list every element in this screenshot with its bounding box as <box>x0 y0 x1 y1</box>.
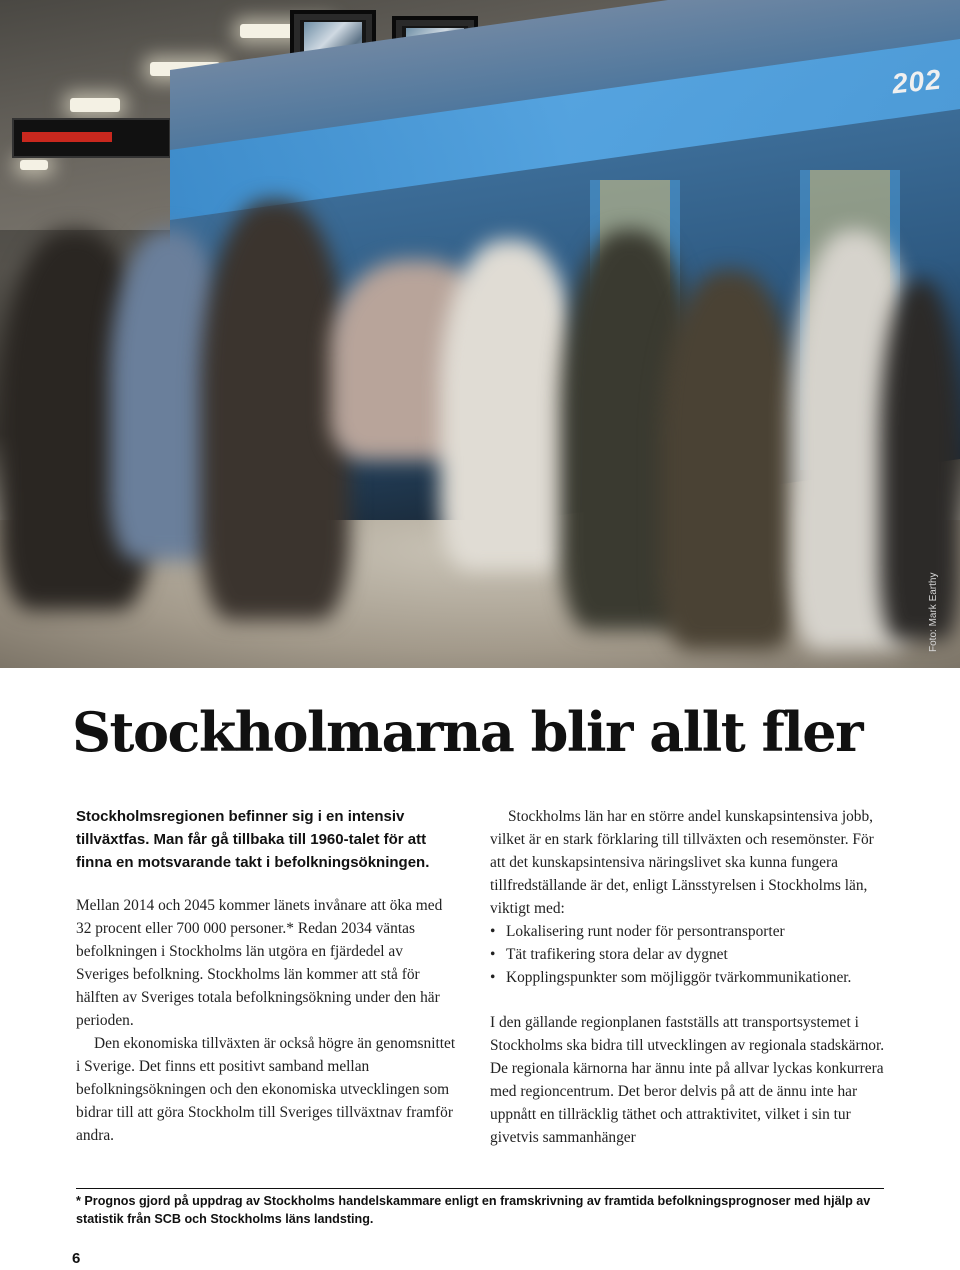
crowd-figure <box>660 270 800 650</box>
body-paragraph: Stockholms län har en större andel kunskapsintensiva jobb, vilket är en stark förklaring till tillväxten och resemönster. För att det kunskapsintensiva näringslivet ska kunna fungera tillfredställande är det, enligt Länsstyrelsen i Stockholms län, viktigt med: <box>490 808 874 917</box>
requirements-list <box>490 920 890 989</box>
body-paragraph: Mellan 2014 och 2045 kommer länets invånare att öka med 32 procent eller 700 000 personer.* Redan 2034 väntas befolkningen i Stockholms län utgöra en fjärdedel av Sveriges befolkning. Stockholms län kommer att stå för hälften av Sveriges totala befolkningsökning under den här perioden. <box>76 897 443 1029</box>
list-item: • Kopplingspunkter som möjliggör tvärkommunikationer. <box>490 966 890 989</box>
page-number: 6 <box>72 1250 81 1267</box>
photo-credit: Foto: Mark Earthy <box>928 572 939 652</box>
ceiling-light <box>20 160 48 170</box>
list-item: • Tät trafikering stora delar av dygnet <box>490 943 890 966</box>
car-number: 202 <box>890 63 944 100</box>
crowd-figure <box>880 280 960 640</box>
body-paragraph: I den gällande regionplanen fastställs att transportsystemet i Stockholms ska bidra till utvecklingen av regionala stadskärnor. De regionala kärnorna har ännu inte på allvar lyckas konkurrera med regioncentrum. Det beror delvis på att de ännu inte har uppnått en tillräcklig täthet och attraktivitet, vilket i sin tur givetvis sammanhänger <box>490 1014 885 1146</box>
body-paragraph: Den ekonomiska tillväxten är också högre än genomsnittet i Sverige. Det finns ett positivt samband mellan befolkningsökningen och den ekonomiska utvecklingen som bidrar till att göra Stockholm till Sveriges tillväxtnav framför andra. <box>76 1035 456 1144</box>
ceiling-light <box>70 98 120 112</box>
crowd-figure <box>440 240 580 570</box>
left-column <box>76 805 458 1147</box>
footnote-divider <box>76 1188 884 1189</box>
departure-sign <box>12 118 171 158</box>
lead-paragraph: Stockholmsregionen befinner sig i en intensiv tillväxtfas. Man får gå tillbaka till 1960-talet för att finna en motsvarande takt i befolkningsökningen. <box>76 808 430 871</box>
crowd-figure <box>200 200 350 620</box>
list-item: • Lokalisering runt noder för persontransporter <box>490 920 890 943</box>
page-title: Stockholmarna blir allt fler <box>72 700 863 764</box>
right-column <box>490 805 890 1149</box>
footnote: * Prognos gjord på uppdrag av Stockholms handelskammare enligt en framskrivning av framtida befolkningsprognoser med hjälp av statistik från SCB och Stockholms läns landsting. <box>76 1194 871 1226</box>
